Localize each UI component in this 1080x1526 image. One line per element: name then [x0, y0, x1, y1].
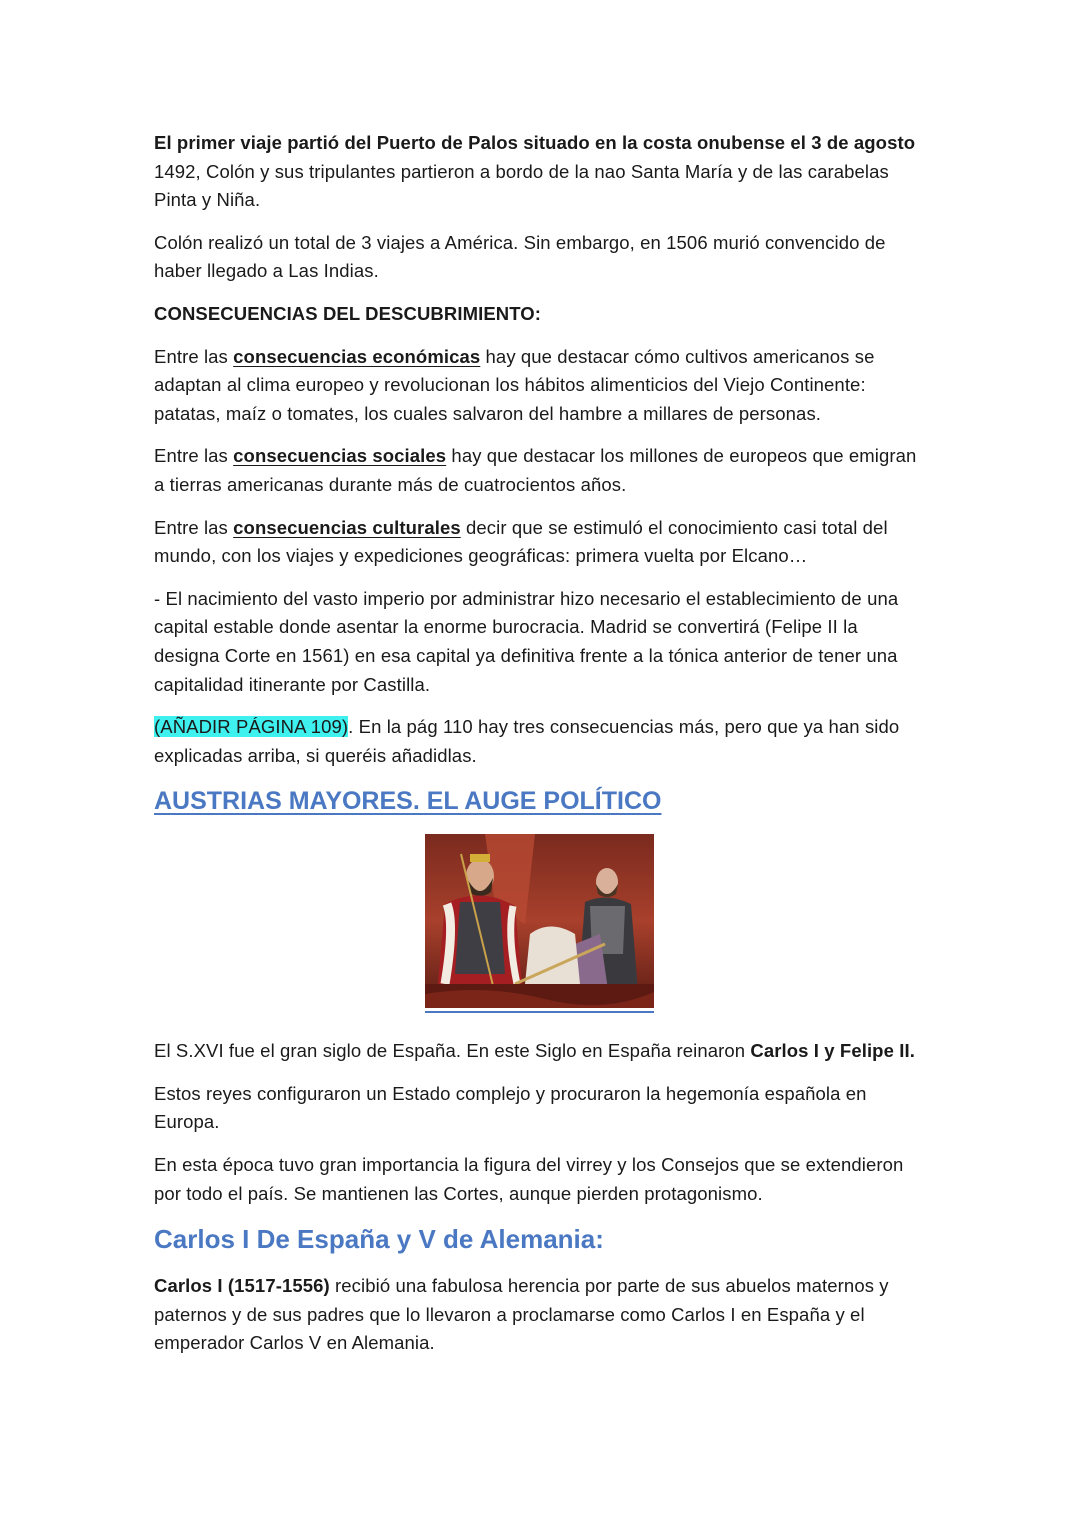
paragraph-madrid: - El nacimiento del vasto imperio por administrar hizo necesario el establecimiento de una capital estable donde asentar la enorme burocracia. Madrid se convertirá (Felipe II la designa Corte en 1561) en esa capital ya definitiva frente a la tónica anterior de tener una capitalidad itinerante por Castilla.: [154, 587, 899, 695]
underlined-term: consecuencias culturales: [233, 516, 461, 538]
underlined-term: consecuencias económicas: [233, 345, 481, 367]
paragraph-first-voyage: [154, 129, 926, 215]
body-text: hay que destacar los millones de europeos que emigran a tierras americanas durante más de cuatrocientos años.: [154, 445, 917, 495]
paragraph-kings: Estos reyes configuraron un Estado complejo y procuraron la hegemonía española en Europa.: [154, 1082, 867, 1133]
body-text: Entre las: [154, 445, 234, 467]
section-label-consequences: [154, 300, 926, 329]
heading-austrias-mayores: AUSTRIAS MAYORES. EL AUGE POLÍTICO: [154, 787, 662, 816]
body-text: hay que destacar cómo cultivos americanos se adaptan al clima europeo y revolucionan los hábitos alimenticios del Viejo Continente: patatas, maíz o tomates, los cuales salvaron del hambre a millares de personas.: [154, 345, 875, 424]
painting-image: [425, 834, 654, 1008]
painting-figure: [425, 834, 654, 1014]
body-text: El S.XVI fue el gran siglo de España. En este Siglo en España reinaron: [154, 1040, 751, 1062]
paragraph-sxvi: [154, 1037, 926, 1066]
paragraph-economic: [154, 343, 926, 429]
paragraph-social: [154, 442, 926, 499]
bold-text: Carlos I (1517-1556): [154, 1275, 330, 1297]
paragraph-carlos-inheritance: [154, 1272, 926, 1358]
heading-carlos-i: Carlos I De España y V de Alemania:: [154, 1224, 604, 1255]
figure-underline: [425, 1011, 654, 1013]
paragraph-virrey: En esta época tuvo gran importancia la figura del virrey y los Consejos que se extendieron por todo el país. Se mantienen las Cortes, aunque pierden protagonismo.: [154, 1154, 904, 1204]
body-text: decir que se estimuló el conocimiento casi total del mundo, con los viajes y expediciones geográficas: primera vuelta por Elcano…: [154, 516, 888, 567]
paragraph-add-page: [154, 713, 926, 770]
highlighted-note: (AÑADIR PÁGINA 109): [154, 716, 349, 738]
body-text: 1492, Colón y sus tripulantes partieron a bordo de la nao Santa María y de las carabelas Pinta y Niña.: [154, 160, 889, 211]
bold-text: Carlos I y Felipe II.: [750, 1040, 915, 1062]
bold-text: CONSECUENCIAS DEL DESCUBRIMIENTO:: [154, 302, 542, 324]
body-text: Entre las: [154, 516, 234, 538]
paragraph-colon-voyages: Colón realizó un total de 3 viajes a América. Sin embargo, en 1506 murió convencido de haber llegado a Las Indias.: [154, 231, 886, 282]
paragraph-cultural: [154, 514, 926, 571]
body-text: . En la pág 110 hay tres consecuencias más, pero que ya han sido explicadas arriba, si queréis añadidlas.: [154, 716, 900, 766]
body-text: Entre las: [154, 345, 234, 367]
document-page: [154, 129, 926, 1372]
body-text: recibió una fabulosa herencia por parte de sus abuelos maternos y paternos y de sus padres que lo llevaron a proclamarse como Carlos I en España y el emperador Carlos V en Alemania.: [154, 1275, 889, 1354]
underlined-term: consecuencias sociales: [233, 445, 447, 467]
bold-text: El primer viaje partió del Puerto de Palos situado en la costa onubense el 3 de agosto: [154, 132, 916, 153]
